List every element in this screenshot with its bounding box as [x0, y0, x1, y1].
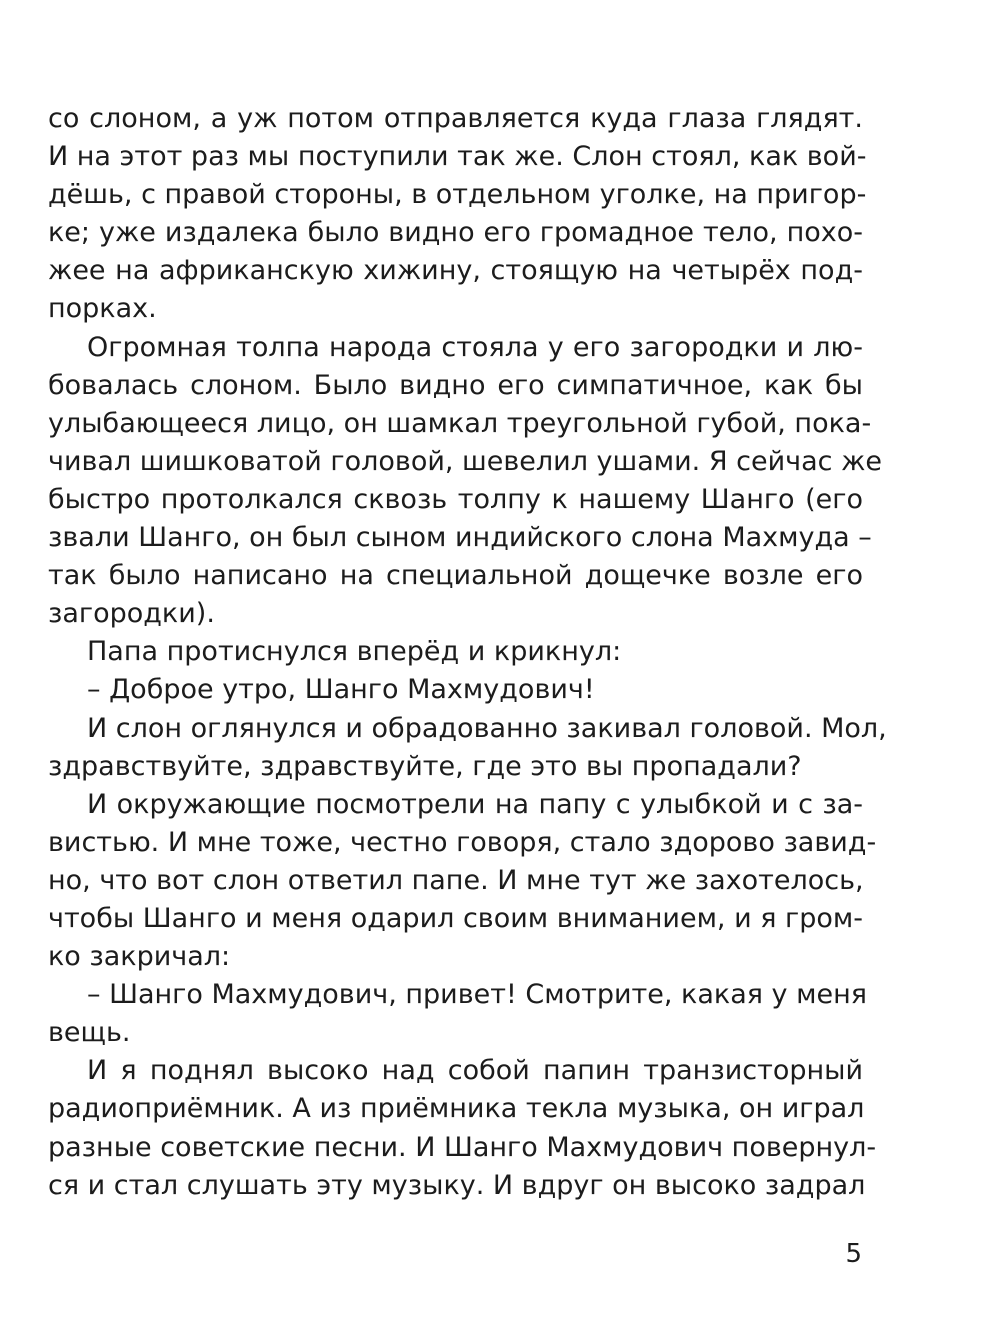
- text-line: – Доброе утро, Шанго Махмудович!: [87, 674, 595, 706]
- text-line: звали Шанго, он был сыном индийского слона Махмуда –: [48, 522, 872, 554]
- text-line: жее на африканскую хижину, стоящую на четырёх под-: [48, 255, 863, 287]
- text-line: здравствуйте, здравствуйте, где это вы пропадали?: [48, 750, 802, 782]
- text-line: И на этот раз мы поступили так же. Слон стоял, как вой-: [48, 141, 867, 173]
- text-line: дёшь, с правой стороны, в отдельном уголке, на пригор-: [48, 179, 867, 211]
- text-line: разные советские песни. И Шанго Махмудович повернул-: [48, 1131, 877, 1163]
- text-line: вещь.: [48, 1017, 131, 1049]
- text-line: чтобы Шанго и меня одарил своим вниманием, и я гром-: [48, 902, 864, 934]
- text-line: ко закричал:: [48, 941, 231, 973]
- text-line: И слон оглянулся и обрадованно закивал головой. Мол,: [87, 712, 887, 744]
- text-line: ся и стал слушать эту музыку. И вдруг он высоко задрал: [48, 1169, 866, 1201]
- text-line: бовалась слоном. Было видно его симпатичное, как бы: [48, 369, 863, 401]
- text-line: но, что вот слон ответил папе. И мне тут же захотелось,: [48, 864, 864, 896]
- text-line: загородки).: [48, 598, 215, 630]
- text-line: ке; уже издалека было видно его громадное тело, похо-: [48, 217, 863, 249]
- text-line: Огромная толпа народа стояла у его загородки и лю-: [87, 331, 863, 363]
- text-line: так было написано на специальной дощечке возле его: [48, 560, 863, 592]
- text-line: чивал шишковатой головой, шевелил ушами. Я сейчас же: [48, 445, 883, 477]
- text-line: – Шанго Махмудович, привет! Смотрите, какая у меня: [87, 979, 867, 1011]
- text-line: радиоприёмник. А из приёмника текла музыка, он играл: [48, 1093, 865, 1125]
- text-line: улыбающееся лицо, он шамкал треугольной губой, пока-: [48, 407, 872, 439]
- text-line: со слоном, а уж потом отправляется куда глаза глядят.: [48, 103, 863, 134]
- book-page-text: [48, 100, 887, 1205]
- text-line: вистью. И мне тоже, честно говоря, стало здорово завид-: [48, 826, 877, 858]
- page-number: 5: [845, 1239, 862, 1269]
- text-line: Папа протиснулся вперёд и крикнул:: [87, 636, 622, 668]
- text-line: И я поднял высоко над собой папин транзисторный: [87, 1055, 863, 1087]
- text-line: быстро протолкался сквозь толпу к нашему Шанго (его: [48, 483, 863, 515]
- text-line: порках.: [48, 293, 157, 325]
- text-line: И окружающие посмотрели на папу с улыбкой и с за-: [87, 788, 863, 820]
